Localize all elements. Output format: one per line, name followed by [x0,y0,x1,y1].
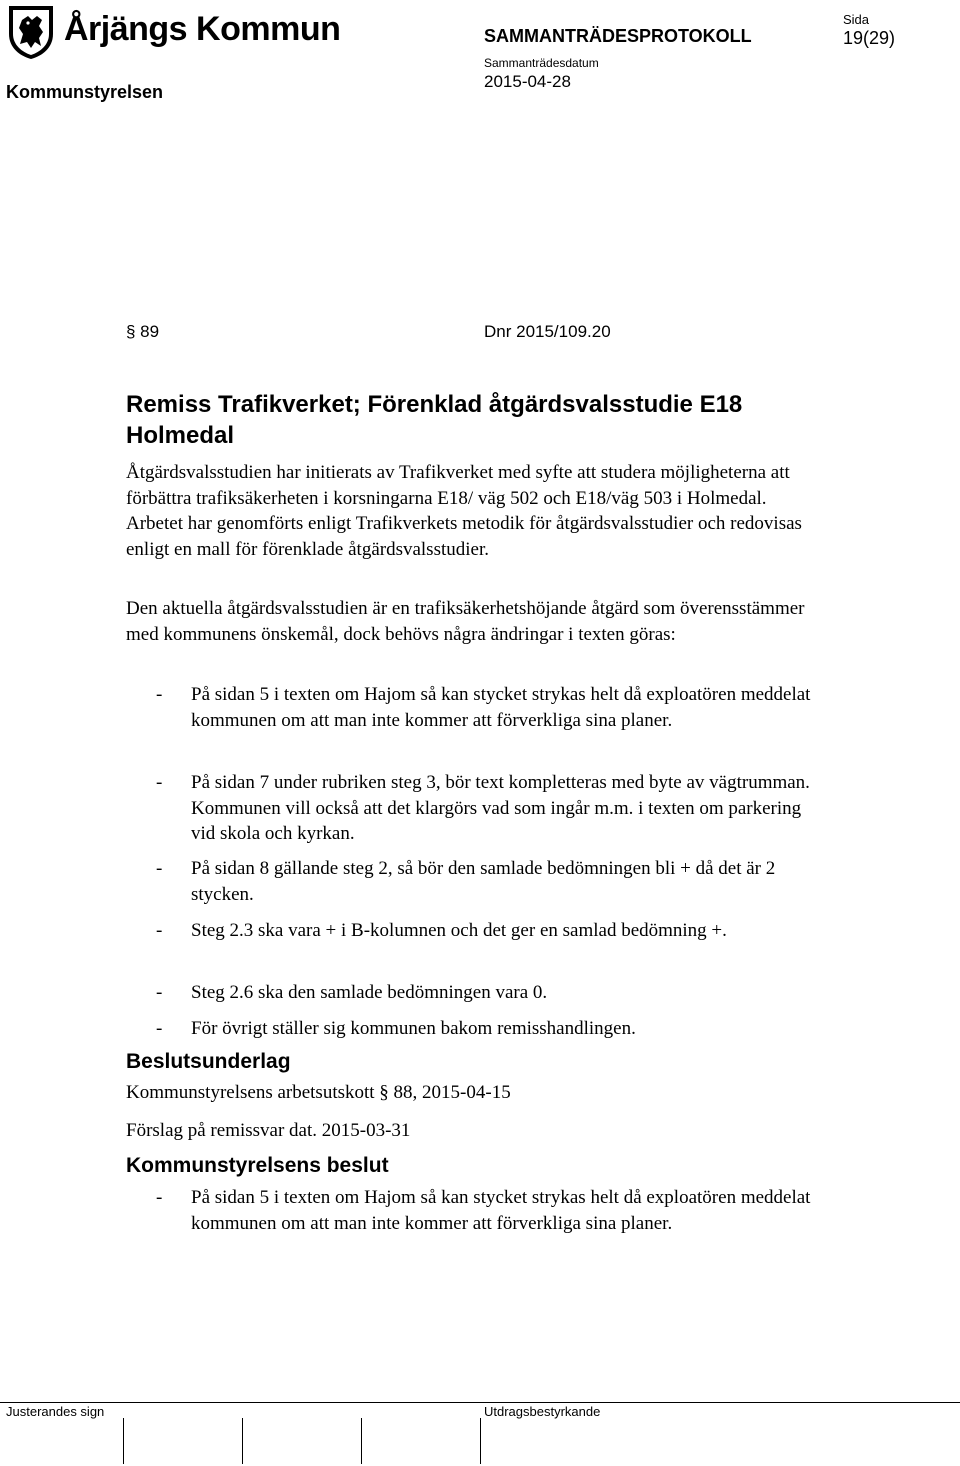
registration-number: Dnr 2015/109.20 [484,322,611,341]
list-marker: - [156,858,163,879]
list-marker: - [156,1187,163,1208]
summary-paragraph: Den aktuella åtgärdsvalsstudien är en trafiksäkerhetshöjande åtgärd som överensstämmer med kommunens önskemål, dock behövs några ändringar i texten göras: [126,598,805,645]
item-title: Remiss Trafikverket; Förenklad åtgärdsvalsstudie E18 Holmedal [126,391,743,449]
list-item-text: På sidan 5 i texten om Hajom så kan stycket strykas helt då exploatören meddelat kommunen om att man inte kommer att förverkliga sina planer. [191,1187,811,1234]
page-number: 19(29) [843,28,896,48]
signature-box-divider [480,1418,481,1464]
list-item-text: Steg 2.6 ska den samlade bedömningen vara 0. [191,982,548,1003]
coat-of-arms-icon [6,4,56,60]
list-marker: - [156,772,163,793]
list-item [156,980,816,1006]
list-item [156,856,816,907]
list-item [156,1185,816,1236]
list-item-text: På sidan 7 under rubriken steg 3, bör text kompletteras med byte av vägtrumman. Kommunen vill också att det klargörs vad som ingår m.m. i texten om parkering vid skola och kyrkan. [191,772,810,844]
list-marker: - [156,684,163,705]
signature-box-divider [242,1418,243,1464]
list-marker: - [156,1018,163,1039]
basis-item: Kommunstyrelsens arbetsutskott § 88, 2015-04-15 [126,1082,511,1103]
list-item-text: På sidan 8 gällande steg 2, så bör den samlade bedömningen bli + då det är 2 stycken. [191,858,776,905]
list-item [156,770,816,847]
page-label: Sida [843,12,870,27]
signature-box-divider [123,1418,124,1464]
list-marker: - [156,982,163,1003]
document-type: SAMMANTRÄDESPROTOKOLL [484,26,752,46]
department-name: Kommunstyrelsen [6,82,164,102]
basis-heading: Beslutsunderlag [126,1050,291,1073]
basis-item: Förslag på remissvar dat. 2015-03-31 [126,1120,411,1141]
list-marker: - [156,920,163,941]
list-item-text: Steg 2.3 ska vara + i B-kolumnen och det ger en samlad bedömning +. [191,920,727,941]
certified-label: Utdragsbestyrkande [484,1404,601,1419]
list-item-text: För övrigt ställer sig kommunen bakom remisshandlingen. [191,1018,636,1039]
decision-heading: Kommunstyrelsens beslut [126,1154,389,1177]
list-item [156,682,816,733]
meeting-date-label: Sammanträdesdatum [484,56,599,70]
footer-divider [0,1402,960,1403]
list-item [156,918,816,944]
meeting-date: 2015-04-28 [484,72,571,91]
intro-paragraph: Åtgärdsvalsstudien har initierats av Trafikverket med syfte att studera möjligheterna att förbättra trafiksäkerheten i korsningarna E18/ väg 502 och E18/väg 503 i Holmedal. Arbetet har genomförts enligt Trafikverkets metodik för åtgärdsvalsstudier och redovisas enligt en mall för förenklade åtgärdsvalsstudier. [126,462,802,560]
signature-label: Justerandes sign [6,1404,105,1419]
municipality-logo-text: Årjängs Kommun [64,10,341,48]
signature-box-divider [361,1418,362,1464]
paragraph-number: § 89 [126,322,160,341]
list-item [156,1016,816,1042]
list-item-text: På sidan 5 i texten om Hajom så kan stycket strykas helt då exploatören meddelat kommunen om att man inte kommer att förverkliga sina planer. [191,684,811,731]
